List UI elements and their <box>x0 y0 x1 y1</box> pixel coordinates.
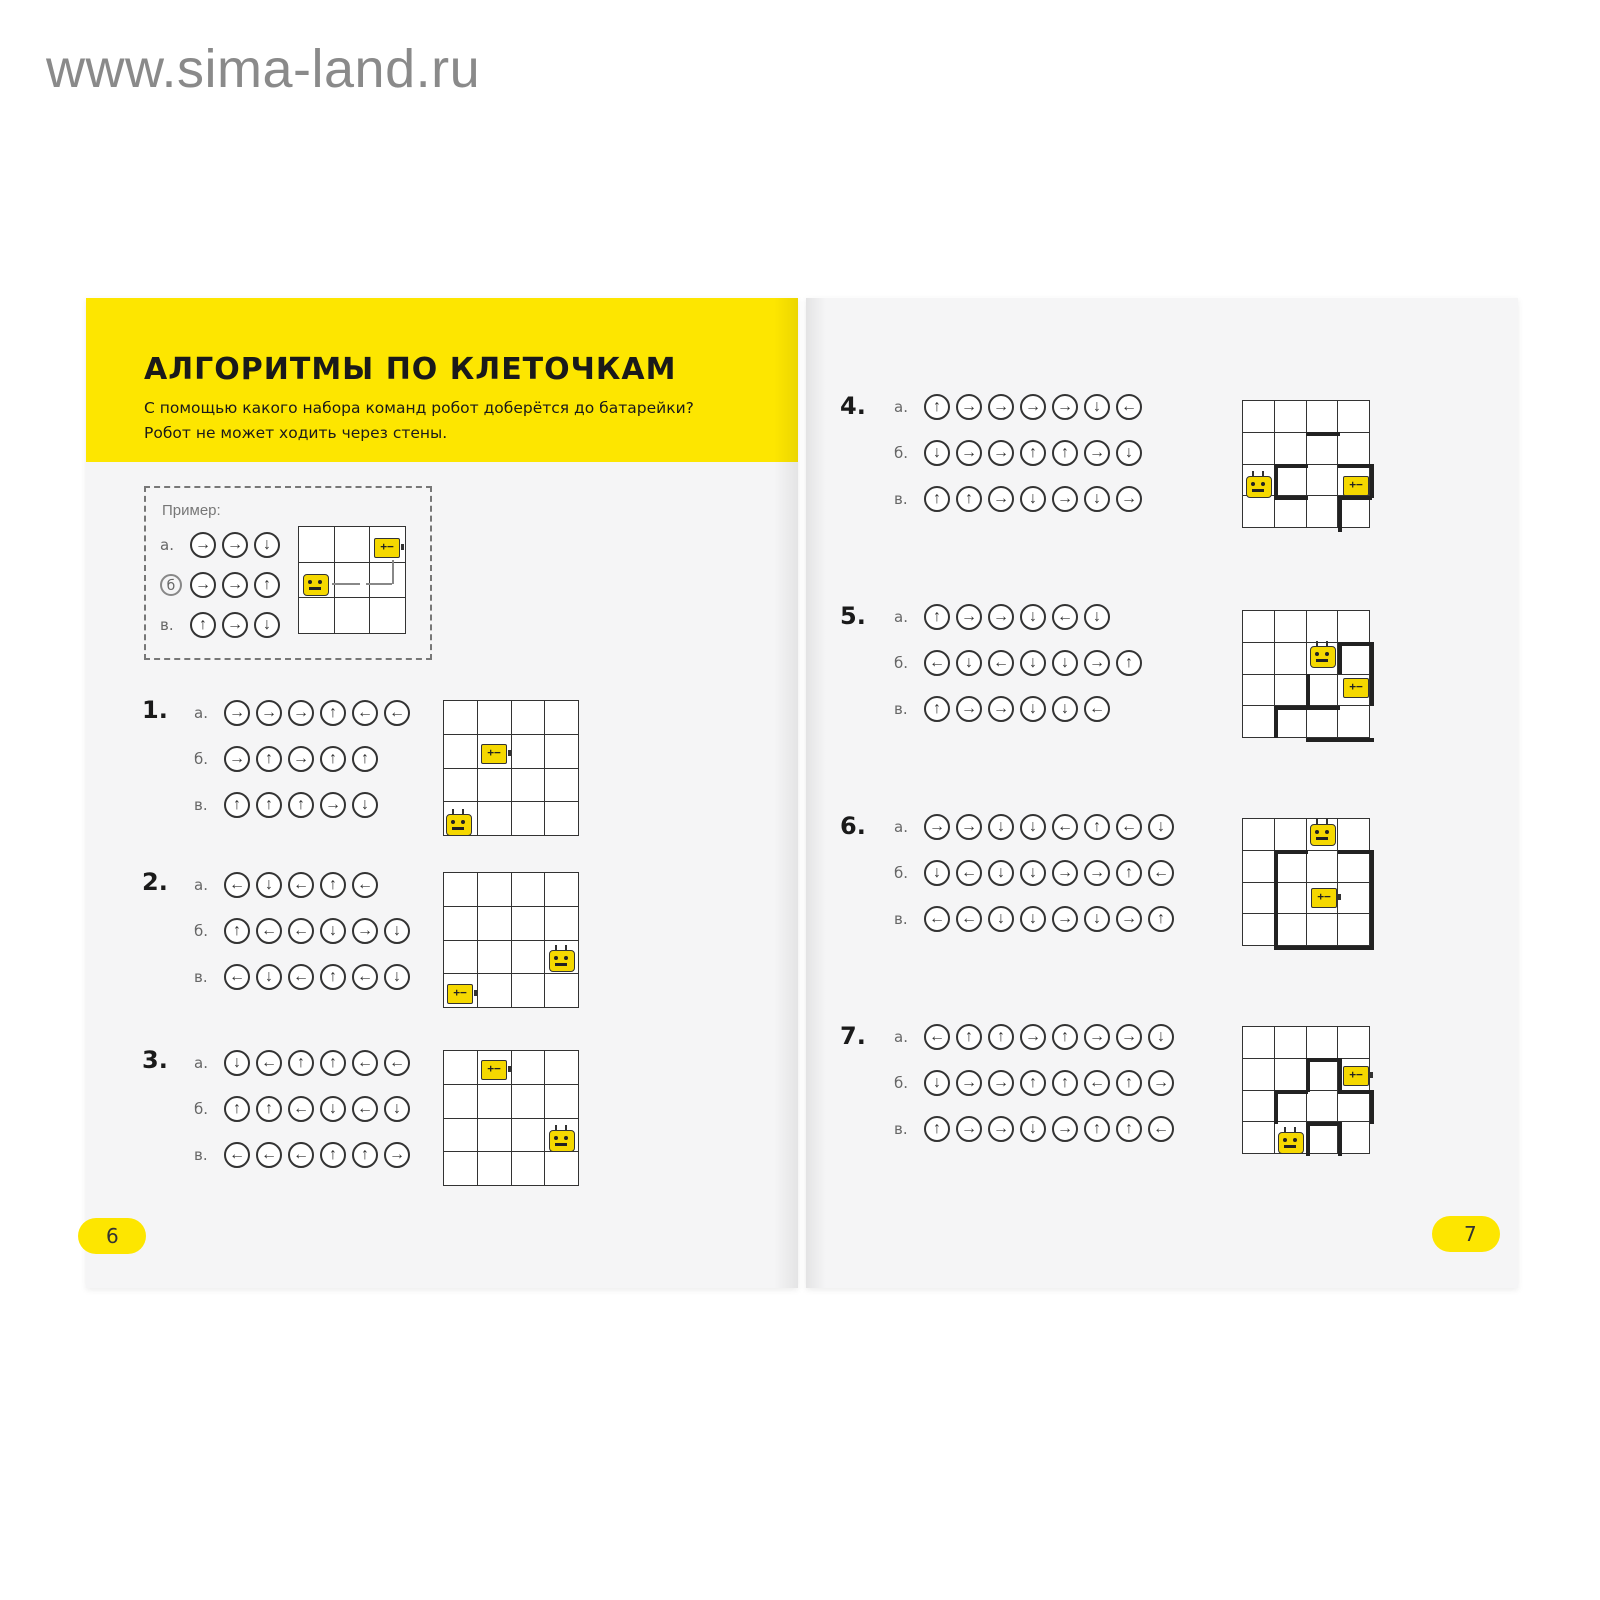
up-arrow-icon: ↑ <box>320 872 346 898</box>
up-arrow-icon: ↑ <box>1116 650 1142 676</box>
up-arrow-icon: ↑ <box>1116 860 1142 886</box>
down-arrow-icon: ↓ <box>352 792 378 818</box>
right-arrow-icon: → <box>956 604 982 630</box>
down-arrow-icon: ↓ <box>924 440 950 466</box>
up-arrow-icon: ↑ <box>320 1142 346 1168</box>
up-arrow-icon: ↑ <box>320 1050 346 1076</box>
option-letter: б. <box>194 750 209 768</box>
battery-icon: +− <box>1343 476 1369 496</box>
left-arrow-icon: ← <box>256 918 282 944</box>
option-letter: а. <box>194 876 208 894</box>
option-letter: в. <box>894 1120 908 1138</box>
left-arrow-icon: ← <box>1116 814 1142 840</box>
down-arrow-icon: ↓ <box>1148 1024 1174 1050</box>
right-arrow-icon: → <box>1052 394 1078 420</box>
right-arrow-icon: → <box>988 604 1014 630</box>
answer-option[interactable] <box>194 700 416 726</box>
right-arrow-icon: → <box>988 394 1014 420</box>
left-arrow-icon: ← <box>1148 860 1174 886</box>
option-letter: в. <box>194 968 208 986</box>
right-arrow-icon: → <box>1052 1116 1078 1142</box>
up-arrow-icon: ↑ <box>924 486 950 512</box>
right-arrow-icon: → <box>988 1116 1014 1142</box>
right-arrow-icon: → <box>1116 486 1142 512</box>
right-arrow-icon: → <box>1052 486 1078 512</box>
up-arrow-icon: ↑ <box>1084 814 1110 840</box>
maze-wall <box>1274 1090 1278 1124</box>
left-arrow-icon: ← <box>352 872 378 898</box>
right-arrow-icon: → <box>956 814 982 840</box>
down-arrow-icon: ↓ <box>988 814 1014 840</box>
option-letter: а. <box>894 1028 908 1046</box>
maze-wall <box>1274 850 1278 946</box>
option-letter: а. <box>194 1054 208 1072</box>
right-arrow-icon: → <box>288 746 314 772</box>
up-arrow-icon: ↑ <box>320 700 346 726</box>
answer-option[interactable] <box>194 918 416 944</box>
maze-wall <box>1306 674 1310 708</box>
left-arrow-icon: ← <box>352 964 378 990</box>
path-arrow <box>332 583 360 585</box>
right-arrow-icon: → <box>1084 650 1110 676</box>
right-arrow-icon: → <box>222 572 248 598</box>
maze-wall <box>1338 850 1372 854</box>
up-arrow-icon: ↑ <box>924 696 950 722</box>
down-arrow-icon: ↓ <box>956 650 982 676</box>
robot-icon <box>303 574 329 596</box>
maze-wall <box>1306 1058 1340 1062</box>
battery-icon: +− <box>1343 1066 1369 1086</box>
right-arrow-icon: → <box>1116 906 1142 932</box>
up-arrow-icon: ↑ <box>224 1096 250 1122</box>
option-letter: а. <box>894 608 908 626</box>
battery-icon: +− <box>481 744 507 764</box>
robot-icon <box>1246 476 1272 498</box>
up-arrow-icon: ↑ <box>190 612 216 638</box>
right-arrow-icon: → <box>1148 1070 1174 1096</box>
maze-wall <box>1306 738 1374 742</box>
maze-wall <box>1274 850 1308 854</box>
left-arrow-icon: ← <box>224 1142 250 1168</box>
maze-wall <box>1370 464 1374 498</box>
battery-icon: +− <box>447 984 473 1004</box>
instructions-line-1: С помощью какого набора команд робот доберётся до батарейки? <box>144 399 694 417</box>
left-arrow-icon: ← <box>352 700 378 726</box>
battery-icon: +− <box>1311 888 1337 908</box>
maze-wall <box>1338 642 1372 646</box>
up-arrow-icon: ↑ <box>1084 1116 1110 1142</box>
up-arrow-icon: ↑ <box>924 1116 950 1142</box>
left-arrow-icon: ← <box>288 918 314 944</box>
maze-wall <box>1338 1058 1342 1092</box>
left-arrow-icon: ← <box>1052 604 1078 630</box>
battery-icon: +− <box>1343 678 1369 698</box>
answer-option[interactable] <box>160 532 286 558</box>
down-arrow-icon: ↓ <box>1020 604 1046 630</box>
down-arrow-icon: ↓ <box>988 906 1014 932</box>
robot-icon <box>1278 1132 1304 1154</box>
down-arrow-icon: ↓ <box>924 860 950 886</box>
option-letter: б. <box>894 1074 909 1092</box>
right-arrow-icon: → <box>1084 860 1110 886</box>
answer-option[interactable] <box>894 650 1148 676</box>
up-arrow-icon: ↑ <box>256 746 282 772</box>
maze-wall <box>1370 850 1374 946</box>
down-arrow-icon: ↓ <box>384 918 410 944</box>
answer-option[interactable] <box>894 1070 1180 1096</box>
up-arrow-icon: ↑ <box>1020 1070 1046 1096</box>
robot-icon <box>1310 824 1336 846</box>
up-arrow-icon: ↑ <box>256 1096 282 1122</box>
answer-option[interactable] <box>160 572 286 598</box>
up-arrow-icon: ↑ <box>352 746 378 772</box>
down-arrow-icon: ↓ <box>1020 860 1046 886</box>
path-arrow <box>392 560 394 584</box>
answer-option[interactable] <box>194 872 384 898</box>
left-arrow-icon: ← <box>1116 394 1142 420</box>
maze-wall <box>1338 1122 1342 1156</box>
right-arrow-icon: → <box>256 700 282 726</box>
maze-wall <box>1306 1122 1340 1126</box>
right-arrow-icon: → <box>320 792 346 818</box>
right-arrow-icon: → <box>956 440 982 466</box>
task-number: 1. <box>142 696 168 724</box>
right-arrow-icon: → <box>384 1142 410 1168</box>
answer-option[interactable] <box>194 1096 416 1122</box>
right-arrow-icon: → <box>988 696 1014 722</box>
watermark-url: www.sima-land.ru <box>46 39 481 99</box>
left-arrow-icon: ← <box>988 650 1014 676</box>
down-arrow-icon: ↓ <box>320 1096 346 1122</box>
down-arrow-icon: ↓ <box>1052 650 1078 676</box>
down-arrow-icon: ↓ <box>1052 696 1078 722</box>
up-arrow-icon: ↑ <box>1052 440 1078 466</box>
page-title: АЛГОРИТМЫ ПО КЛЕТОЧКАМ <box>144 352 677 387</box>
up-arrow-icon: ↑ <box>320 746 346 772</box>
left-arrow-icon: ← <box>288 872 314 898</box>
up-arrow-icon: ↑ <box>956 1024 982 1050</box>
down-arrow-icon: ↓ <box>1020 814 1046 840</box>
task-number: 5. <box>840 602 866 630</box>
page-number-left: 6 <box>78 1218 146 1254</box>
option-letter: в. <box>894 490 908 508</box>
right-arrow-icon: → <box>956 1070 982 1096</box>
answer-option[interactable] <box>194 964 416 990</box>
up-arrow-icon: ↑ <box>1020 440 1046 466</box>
maze-wall <box>1338 496 1372 500</box>
example-label: Пример: <box>162 502 221 519</box>
maze-wall <box>1274 464 1278 498</box>
up-arrow-icon: ↑ <box>1052 1070 1078 1096</box>
answer-option[interactable] <box>894 1024 1180 1050</box>
option-letter: б <box>160 574 182 596</box>
right-arrow-icon: → <box>988 1070 1014 1096</box>
right-arrow-icon: → <box>1020 1024 1046 1050</box>
up-arrow-icon: ↑ <box>224 918 250 944</box>
down-arrow-icon: ↓ <box>1116 440 1142 466</box>
option-letter: в. <box>194 796 208 814</box>
maze-wall <box>1338 642 1342 674</box>
option-letter: б. <box>194 922 209 940</box>
up-arrow-icon: ↑ <box>1116 1070 1142 1096</box>
up-arrow-icon: ↑ <box>224 792 250 818</box>
task-number: 6. <box>840 812 866 840</box>
up-arrow-icon: ↑ <box>924 604 950 630</box>
robot-icon <box>446 814 472 836</box>
answer-option[interactable] <box>894 860 1180 886</box>
up-arrow-icon: ↑ <box>1148 906 1174 932</box>
right-arrow-icon: → <box>956 394 982 420</box>
down-arrow-icon: ↓ <box>924 1070 950 1096</box>
answer-option[interactable] <box>194 792 384 818</box>
down-arrow-icon: ↓ <box>1020 1116 1046 1142</box>
down-arrow-icon: ↓ <box>1084 906 1110 932</box>
up-arrow-icon: ↑ <box>256 792 282 818</box>
down-arrow-icon: ↓ <box>1084 394 1110 420</box>
down-arrow-icon: ↓ <box>384 964 410 990</box>
down-arrow-icon: ↓ <box>224 1050 250 1076</box>
right-arrow-icon: → <box>190 572 216 598</box>
left-arrow-icon: ← <box>1084 1070 1110 1096</box>
left-arrow-icon: ← <box>924 650 950 676</box>
down-arrow-icon: ↓ <box>254 612 280 638</box>
maze-wall <box>1338 464 1372 468</box>
up-arrow-icon: ↑ <box>254 572 280 598</box>
down-arrow-icon: ↓ <box>1084 604 1110 630</box>
answer-option[interactable] <box>894 604 1116 630</box>
answer-option[interactable] <box>894 814 1180 840</box>
up-arrow-icon: ↑ <box>288 1050 314 1076</box>
right-arrow-icon: → <box>222 612 248 638</box>
right-page <box>806 298 1518 1288</box>
down-arrow-icon: ↓ <box>1020 696 1046 722</box>
down-arrow-icon: ↓ <box>1148 814 1174 840</box>
answer-option[interactable] <box>894 486 1148 512</box>
maze-grid <box>443 1050 579 1186</box>
option-letter: а. <box>194 704 208 722</box>
left-arrow-icon: ← <box>1148 1116 1174 1142</box>
instructions <box>144 396 764 446</box>
path-arrow <box>366 583 392 585</box>
battery-icon: +− <box>374 538 400 558</box>
maze-wall <box>1306 1122 1310 1156</box>
down-arrow-icon: ↓ <box>256 964 282 990</box>
maze-wall <box>1274 706 1308 710</box>
left-arrow-icon: ← <box>224 964 250 990</box>
answer-option[interactable] <box>194 1142 416 1168</box>
maze-wall <box>1274 946 1374 950</box>
maze-wall <box>1338 500 1342 532</box>
down-arrow-icon: ↓ <box>1020 486 1046 512</box>
left-arrow-icon: ← <box>384 700 410 726</box>
right-arrow-icon: → <box>1084 1024 1110 1050</box>
option-letter: в. <box>894 700 908 718</box>
option-letter: а. <box>160 536 174 554</box>
left-arrow-icon: ← <box>384 1050 410 1076</box>
up-arrow-icon: ↑ <box>320 964 346 990</box>
answer-option[interactable] <box>894 696 1116 722</box>
right-arrow-icon: → <box>956 1116 982 1142</box>
instructions-line-2: Робот не может ходить через стены. <box>144 424 448 442</box>
up-arrow-icon: ↑ <box>288 792 314 818</box>
down-arrow-icon: ↓ <box>1020 906 1046 932</box>
right-arrow-icon: → <box>352 918 378 944</box>
maze-grid <box>1242 818 1370 946</box>
left-arrow-icon: ← <box>224 872 250 898</box>
up-arrow-icon: ↑ <box>1052 1024 1078 1050</box>
answer-option[interactable] <box>894 906 1180 932</box>
left-arrow-icon: ← <box>256 1142 282 1168</box>
up-arrow-icon: ↑ <box>1116 1116 1142 1142</box>
left-arrow-icon: ← <box>288 1096 314 1122</box>
right-arrow-icon: → <box>1052 906 1078 932</box>
task-number: 4. <box>840 392 866 420</box>
option-letter: в. <box>894 910 908 928</box>
down-arrow-icon: ↓ <box>1020 650 1046 676</box>
up-arrow-icon: ↑ <box>988 1024 1014 1050</box>
example-box <box>144 486 432 660</box>
left-arrow-icon: ← <box>956 860 982 886</box>
down-arrow-icon: ↓ <box>254 532 280 558</box>
maze-wall <box>1274 706 1278 738</box>
maze-wall <box>1274 464 1308 468</box>
right-arrow-icon: → <box>956 696 982 722</box>
right-arrow-icon: → <box>988 440 1014 466</box>
right-arrow-icon: → <box>224 700 250 726</box>
robot-icon <box>1310 646 1336 668</box>
answer-option[interactable] <box>160 612 286 638</box>
left-arrow-icon: ← <box>924 1024 950 1050</box>
maze-wall <box>1306 432 1340 436</box>
option-letter: б. <box>894 654 909 672</box>
task-number: 7. <box>840 1022 866 1050</box>
option-letter: а. <box>894 398 908 416</box>
left-arrow-icon: ← <box>352 1050 378 1076</box>
option-letter: а. <box>894 818 908 836</box>
robot-icon <box>549 950 575 972</box>
right-arrow-icon: → <box>988 486 1014 512</box>
option-letter: в. <box>160 616 174 634</box>
answer-option[interactable] <box>194 1050 416 1076</box>
right-arrow-icon: → <box>190 532 216 558</box>
answer-option[interactable] <box>194 746 384 772</box>
option-letter: б. <box>894 444 909 462</box>
down-arrow-icon: ↓ <box>320 918 346 944</box>
left-arrow-icon: ← <box>256 1050 282 1076</box>
maze-wall <box>1306 1058 1310 1092</box>
answer-option[interactable] <box>894 440 1148 466</box>
task-number: 2. <box>142 868 168 896</box>
right-arrow-icon: → <box>1116 1024 1142 1050</box>
task-number: 3. <box>142 1046 168 1074</box>
up-arrow-icon: ↑ <box>924 394 950 420</box>
battery-icon: +− <box>481 1060 507 1080</box>
left-arrow-icon: ← <box>1052 814 1078 840</box>
left-page <box>86 298 798 1288</box>
down-arrow-icon: ↓ <box>988 860 1014 886</box>
right-arrow-icon: → <box>1020 394 1046 420</box>
page-number-right: 7 <box>1432 1216 1500 1252</box>
left-arrow-icon: ← <box>288 964 314 990</box>
left-arrow-icon: ← <box>288 1142 314 1168</box>
option-letter: б. <box>894 864 909 882</box>
option-letter: в. <box>194 1146 208 1164</box>
left-arrow-icon: ← <box>924 906 950 932</box>
maze-wall <box>1274 1090 1308 1094</box>
robot-icon <box>549 1130 575 1152</box>
right-arrow-icon: → <box>924 814 950 840</box>
right-arrow-icon: → <box>1084 440 1110 466</box>
down-arrow-icon: ↓ <box>384 1096 410 1122</box>
left-arrow-icon: ← <box>1084 696 1110 722</box>
left-arrow-icon: ← <box>352 1096 378 1122</box>
up-arrow-icon: ↑ <box>352 1142 378 1168</box>
right-arrow-icon: → <box>288 700 314 726</box>
maze-wall <box>1370 1090 1374 1124</box>
right-arrow-icon: → <box>224 746 250 772</box>
up-arrow-icon: ↑ <box>956 486 982 512</box>
down-arrow-icon: ↓ <box>1084 486 1110 512</box>
maze-wall <box>1338 1090 1372 1094</box>
right-arrow-icon: → <box>222 532 248 558</box>
maze-wall <box>1274 496 1308 500</box>
maze-wall <box>1306 706 1340 710</box>
answer-option[interactable] <box>894 394 1148 420</box>
answer-option[interactable] <box>894 1116 1180 1142</box>
down-arrow-icon: ↓ <box>256 872 282 898</box>
left-arrow-icon: ← <box>956 906 982 932</box>
maze-wall <box>1370 642 1374 706</box>
option-letter: б. <box>194 1100 209 1118</box>
right-arrow-icon: → <box>1052 860 1078 886</box>
